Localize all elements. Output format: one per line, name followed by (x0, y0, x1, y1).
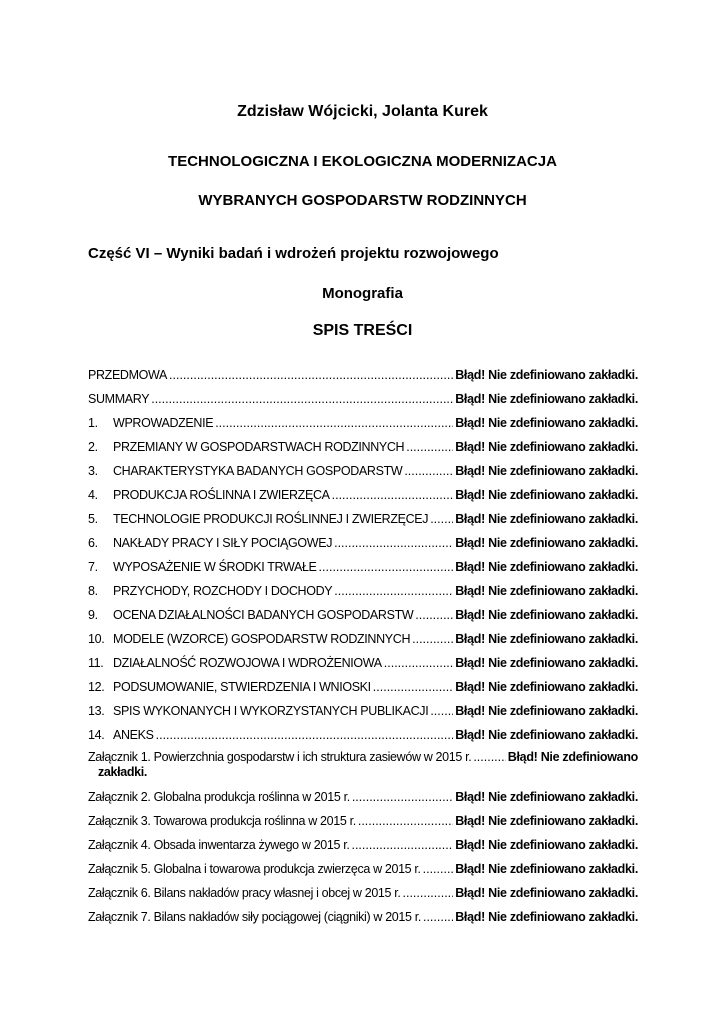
toc-entry-error: Błąd! Nie zdefiniowano (507, 750, 638, 764)
toc-entry-label: SPIS WYKONANYCH I WYKORZYSTANYCH PUBLIKACJI (113, 704, 429, 718)
toc-entry-label: MODELE (WZORCE) GOSPODARSTW RODZINNYCH (113, 632, 411, 646)
toc-entry[interactable] (88, 510, 638, 534)
toc-leader-dots (415, 606, 453, 624)
toc-entry[interactable] (88, 726, 638, 750)
toc-entry-error: Błąd! Nie zdefiniowano zakładki. (455, 656, 638, 670)
toc-entry-error: Błąd! Nie zdefiniowano zakładki. (455, 488, 638, 502)
toc-leader-dots (430, 702, 453, 720)
toc-leader-dots (319, 558, 454, 576)
toc-annex-entry[interactable] (88, 788, 638, 812)
toc-entry-label: WYPOSAŻENIE W ŚRODKI TRWAŁE (113, 560, 317, 574)
toc-entry-error: Błąd! Nie zdefiniowano zakładki. (455, 464, 638, 478)
authors: Zdzisław Wójcicki, Jolanta Kurek (237, 103, 488, 120)
toc-entry-number: 5. (88, 512, 98, 526)
toc-leader-dots (156, 726, 454, 744)
toc-entry-label: PRZEDMOWA (88, 368, 168, 382)
toc-entry-number: 10. (88, 632, 105, 646)
toc-entry-number: 7. (88, 560, 98, 574)
toc-entry[interactable] (88, 702, 638, 726)
toc-entry[interactable] (88, 438, 638, 462)
toc-entry[interactable] (88, 390, 638, 414)
toc-entry-label: TECHNOLOGIE PRODUKCJI ROŚLINNEJ I ZWIERZĘCEJ (113, 512, 429, 526)
toc-entry-number: 4. (88, 488, 98, 502)
toc-entry[interactable] (88, 534, 638, 558)
toc-leader-dots (151, 390, 453, 408)
toc-entry-label: PRODUKCJA ROŚLINNA I ZWIERZĘCA (113, 488, 330, 502)
toc-entry[interactable] (88, 678, 638, 702)
toc-entry-error: Błąd! Nie zdefiniowano zakładki. (455, 440, 638, 454)
toc-entry-label: WPROWADZENIE (113, 416, 214, 430)
toc-entry[interactable] (88, 366, 638, 390)
toc-leader-dots (430, 510, 453, 528)
toc-entry-label: PRZYCHODY, ROZCHODY I DOCHODY (113, 584, 333, 598)
toc-entry-error: Błąd! Nie zdefiniowano zakładki. (455, 368, 638, 382)
toc-leader-dots (358, 812, 453, 830)
toc-entry-label: NAKŁADY PRACY I SIŁY POCIĄGOWEJ (113, 536, 333, 550)
toc-entry-error: Błąd! Nie zdefiniowano zakładki. (455, 790, 638, 804)
toc-entry-label: Załącznik 1. Powierzchnia gospodarstw i ich struktura zasiewów w 2015 r. (88, 750, 472, 764)
toc-entry-error: Błąd! Nie zdefiniowano zakładki. (455, 910, 638, 924)
toc-entry-error: Błąd! Nie zdefiniowano zakładki. (455, 728, 638, 742)
toc-leader-dots (406, 438, 453, 456)
toc-heading: SPIS TREŚCI (312, 322, 413, 339)
title-line-2: WYBRANYCH GOSPODARSTW RODZINNYCH (198, 192, 527, 209)
table-of-contents (88, 366, 638, 932)
toc-leader-dots (352, 788, 453, 806)
toc-leader-dots (412, 630, 453, 648)
toc-entry[interactable] (88, 462, 638, 486)
toc-entry[interactable] (88, 630, 638, 654)
part-heading: Część VI – Wyniki badań i wdrożeń projektu rozwojowego (88, 245, 499, 262)
toc-entry-number: 14. (88, 728, 105, 742)
toc-entry-number: 11. (88, 656, 104, 670)
toc-leader-dots (403, 884, 454, 902)
toc-entry-label: Załącznik 7. Bilans nakładów siły pociągowej (ciągniki) w 2015 r. (88, 910, 421, 924)
toc-entry-error: Błąd! Nie zdefiniowano zakładki. (455, 632, 638, 646)
toc-annex-entry[interactable] (88, 860, 638, 884)
toc-leader-dots (384, 654, 453, 672)
toc-entry-error: Błąd! Nie zdefiniowano zakładki. (455, 886, 638, 900)
toc-leader-dots (473, 750, 505, 765)
toc-annex-entry[interactable] (88, 812, 638, 836)
toc-entry-label: SUMMARY (88, 392, 150, 406)
toc-annex-entry[interactable] (88, 908, 638, 932)
toc-leader-dots (423, 908, 453, 926)
toc-entry-number: 13. (88, 704, 105, 718)
toc-entry-error-continuation: zakładki. (98, 765, 147, 779)
toc-entry-label: PODSUMOWANIE, STWIERDZENIA I WNIOSKI (113, 680, 371, 694)
toc-entry-label: ANEKS (113, 728, 154, 742)
toc-leader-dots (169, 366, 453, 384)
toc-entry-label: Załącznik 3. Towarowa produkcja roślinna w 2015 r. (88, 814, 356, 828)
genre-label: Monografia (322, 285, 403, 302)
toc-entry-label: DZIAŁALNOŚĆ ROZWOJOWA I WDROŻENIOWA (113, 656, 382, 670)
toc-entry-label: PRZEMIANY W GOSPODARSTWACH RODZINNYCH (113, 440, 405, 454)
toc-entry-error: Błąd! Nie zdefiniowano zakładki. (455, 862, 638, 876)
toc-entry-error: Błąd! Nie zdefiniowano zakładki. (455, 416, 638, 430)
toc-entry-error: Błąd! Nie zdefiniowano zakładki. (455, 608, 638, 622)
toc-leader-dots (334, 534, 453, 552)
toc-entry-label: Załącznik 2. Globalna produkcja roślinna w 2015 r. (88, 790, 350, 804)
toc-leader-dots (404, 462, 453, 480)
toc-entry-number: 2. (88, 440, 98, 454)
toc-entry-number: 6. (88, 536, 98, 550)
toc-annex-entry[interactable] (88, 884, 638, 908)
toc-leader-dots (334, 582, 453, 600)
toc-entry-error: Błąd! Nie zdefiniowano zakładki. (455, 560, 638, 574)
toc-entry[interactable] (88, 654, 638, 678)
toc-entry-error: Błąd! Nie zdefiniowano zakładki. (455, 814, 638, 828)
toc-leader-dots (423, 860, 454, 878)
toc-entry-number: 9. (88, 608, 98, 622)
toc-entry-error: Błąd! Nie zdefiniowano zakładki. (455, 512, 638, 526)
toc-leader-dots (351, 836, 453, 854)
toc-entry-number: 12. (88, 680, 105, 694)
toc-entry-label: CHARAKTERYSTYKA BADANYCH GOSPODARSTW (113, 464, 403, 478)
toc-entry[interactable] (88, 558, 638, 582)
toc-entry-error: Błąd! Nie zdefiniowano zakładki. (455, 838, 638, 852)
toc-entry-label: Załącznik 4. Obsada inwentarza żywego w 2015 r. (88, 838, 350, 852)
toc-entry[interactable] (88, 606, 638, 630)
toc-entry-label: Załącznik 6. Bilans nakładów pracy własnej i obcej w 2015 r. (88, 886, 401, 900)
toc-entry-error: Błąd! Nie zdefiniowano zakładki. (455, 704, 638, 718)
toc-entry-error: Błąd! Nie zdefiniowano zakładki. (455, 392, 638, 406)
toc-leader-dots (373, 678, 453, 696)
toc-entry-number: 1. (88, 416, 98, 430)
toc-entry[interactable] (88, 414, 638, 438)
toc-leader-dots (332, 486, 454, 504)
toc-entry-label: OCENA DZIAŁALNOŚCI BADANYCH GOSPODARSTW (113, 608, 414, 622)
toc-entry-error: Błąd! Nie zdefiniowano zakładki. (455, 536, 638, 550)
toc-entry[interactable] (88, 582, 638, 606)
toc-annex-entry[interactable] (88, 750, 638, 788)
toc-entry-error: Błąd! Nie zdefiniowano zakładki. (455, 584, 638, 598)
toc-leader-dots (215, 414, 453, 432)
toc-annex-entry[interactable] (88, 836, 638, 860)
toc-entry-number: 3. (88, 464, 98, 478)
toc-entry-error: Błąd! Nie zdefiniowano zakładki. (455, 680, 638, 694)
title-line-1: TECHNOLOGICZNA I EKOLOGICZNA MODERNIZACJA (168, 153, 557, 170)
toc-entry-label: Załącznik 5. Globalna i towarowa produkcja zwierzęca w 2015 r. (88, 862, 421, 876)
toc-entry[interactable] (88, 486, 638, 510)
toc-entry-number: 8. (88, 584, 98, 598)
